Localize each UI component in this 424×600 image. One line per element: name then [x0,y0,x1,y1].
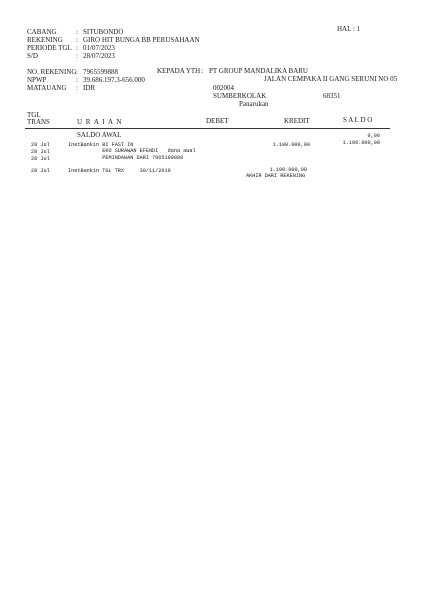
account-type-label: REKENING [27,36,63,44]
row-date: 28 Jul [31,156,50,162]
currency-label: MATAUANG [27,84,67,92]
account-number-colon: : [76,68,78,76]
row-date: 28 Jul [31,142,50,148]
recipient-postal-code: 68351 [323,92,341,100]
period-value: 01/07/2023 [83,44,115,52]
row-description: PEMINDAHAN DARI 7965199888 [68,155,184,161]
period-label: PERIODE TGL [27,44,72,52]
column-date-line1: TGL [27,111,41,119]
branch-value: SITUBONDO [83,28,124,36]
row-description: EKO SURAWAN EFENDI dana awal [68,148,196,154]
recipient-city: SUMBERKOLAK [213,92,267,100]
column-credit: KREDIT [284,117,310,125]
column-description: U R A I A N [77,118,123,126]
row-description: InetBankin BI FAST IN [68,142,134,148]
branch-label: CABANG [27,28,57,36]
until-label: S/D [27,52,38,60]
summary-date: 28 Jul [31,168,50,174]
npwp-label: NPWP [27,76,47,84]
recipient-address-line1: JALAN CEMPAKA II GANG SERUNI NO 05 [264,75,398,83]
npwp-value: 39.686.197.3-656.000 [83,76,145,84]
recipient-colon: : [201,67,203,75]
opening-balance-label: SALDO AWAL [77,131,122,139]
row-balance: 1.100.000,00 [342,140,380,146]
summary-note: AKHIR DARI REKENING [246,173,306,179]
column-balance: S A L D O [343,116,373,124]
period-colon: : [76,44,78,52]
column-debit: DEBET [206,117,229,125]
row-date: 28 Jul [31,149,50,155]
page-number: HAL : 1 [337,25,361,33]
account-number-label: NO. REKENING [27,68,77,76]
summary-description: InetBankin TGL TRX 30/11/2019 [68,168,171,174]
npwp-colon: : [76,76,78,84]
recipient-district: Panarukan [239,100,269,108]
until-value: 28/07/2023 [83,52,115,60]
opening-balance-value: 0,00 [367,133,380,139]
currency-colon: : [76,84,78,92]
table-header-divider [25,128,390,129]
account-type-colon: : [76,36,78,44]
row-credit: 1.100.000,00 [272,142,310,148]
recipient-name: PT GROUP MANDALIKA BARU [209,67,308,75]
summary-credit: 1.100.000,00 [269,167,307,173]
account-type-value: GIRO HIT BUNGA BB PERUSAHAAN [83,36,200,44]
column-date-line2: TRANS [27,118,50,126]
account-number-value: 7965599888 [83,68,118,76]
recipient-label: KEPADA YTH [157,67,201,75]
branch-colon: : [76,28,78,36]
recipient-address-line2: 002004 [213,84,234,92]
until-colon: : [76,52,78,60]
currency-value: IDR [83,84,96,92]
